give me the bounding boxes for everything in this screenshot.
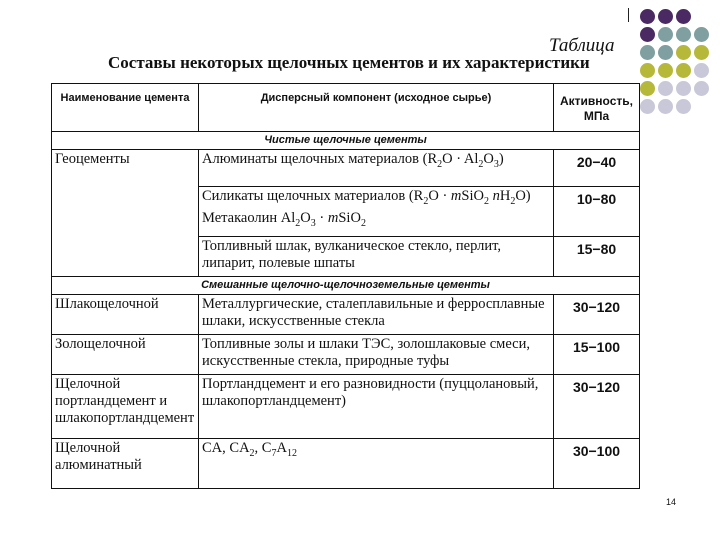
decor-line: [628, 8, 629, 22]
activity-cell: 15−80: [554, 237, 640, 277]
decor-dot: [640, 81, 655, 96]
section-mixed: Смешанные щелочно-щелочноземельные цементы: [52, 277, 640, 295]
cement-name: Щелочной алюминатный: [52, 439, 199, 489]
decor-dot: [640, 63, 655, 78]
decor-dot: [640, 99, 655, 114]
cement-name: Геоцементы: [52, 150, 199, 277]
header-name: Наименование цемента: [52, 84, 199, 132]
decor-dot: [694, 45, 709, 60]
table-row: [52, 150, 640, 187]
section-row: [52, 132, 640, 150]
activity-cell: 30−100: [554, 439, 640, 489]
cement-name: Шлакощелочной: [52, 295, 199, 335]
decor-dot: [676, 99, 691, 114]
decor-dot: [694, 27, 709, 42]
decor-dot: [676, 9, 691, 24]
component-cell: CA, $CA_2$, $C_7A_{12}$: [199, 439, 554, 489]
activity-cell: 30−120: [554, 295, 640, 335]
component-cell: Портландцемент и его разновидности (пуццолановый, шлакопортландцемент): [199, 375, 554, 439]
document-title: Составы некоторых щелочных цементов и их характеристики: [108, 53, 590, 72]
cement-name: Золощелочной: [52, 335, 199, 375]
decor-dot: [694, 81, 709, 96]
decor-dot: [658, 81, 673, 96]
decor-dot: [640, 27, 655, 42]
decor-dot: [676, 27, 691, 42]
decor-dot: [676, 45, 691, 60]
page-number: 14: [666, 497, 677, 507]
decor-dot: [694, 63, 709, 78]
component-cell: Топливный шлак, вулканическое стекло, перлит, липарит, полевые шпаты: [199, 237, 554, 277]
table-row: [52, 439, 640, 489]
section-row: [52, 277, 640, 295]
decor-dot: [640, 45, 655, 60]
component-cell: Топливные золы и шлаки ТЭС, золошлаковые смеси, искусственные стекла, природные туфы: [199, 335, 554, 375]
table-caption: Таблица: [549, 35, 615, 56]
decor-dots: [636, 8, 720, 118]
header-row: [52, 84, 640, 132]
section-pure: Чистые щелочные цементы: [52, 132, 640, 150]
activity-cell: 15−100: [554, 335, 640, 375]
table-row: [52, 295, 640, 335]
cement-name: Щелочной портландцемент и шлакопортландцемент: [52, 375, 199, 439]
activity-cell: 30−120: [554, 375, 640, 439]
table-row: [52, 375, 640, 439]
activity-cell: 20−40: [554, 150, 640, 187]
component-cell: Силикаты щелочных материалов ($R_2O$ · mSiO$_2$ $nH_2O$) Метакаолин $Al_2O_3$ · mSiO$_2$: [199, 187, 554, 237]
decor-dot: [658, 99, 673, 114]
header-component: Дисперсный компонент (исходное сырье): [199, 84, 554, 132]
decor-dot: [676, 63, 691, 78]
decor-dot: [658, 63, 673, 78]
decor-dot: [676, 81, 691, 96]
decor-dot: [658, 45, 673, 60]
component-cell: Металлургические, сталеплавильные и ферросплавные шлаки, искусственные стекла: [199, 295, 554, 335]
cements-table: [51, 83, 640, 489]
activity-cell: 10−80: [554, 187, 640, 237]
decor-dot: [658, 9, 673, 24]
component-cell: Алюминаты щелочных материалов $(R_2O \cdot Al_2O_3)$: [199, 150, 554, 187]
decor-dot: [640, 9, 655, 24]
decor-dot: [658, 27, 673, 42]
table-row: [52, 335, 640, 375]
header-activity: Активность, МПа: [554, 84, 640, 132]
